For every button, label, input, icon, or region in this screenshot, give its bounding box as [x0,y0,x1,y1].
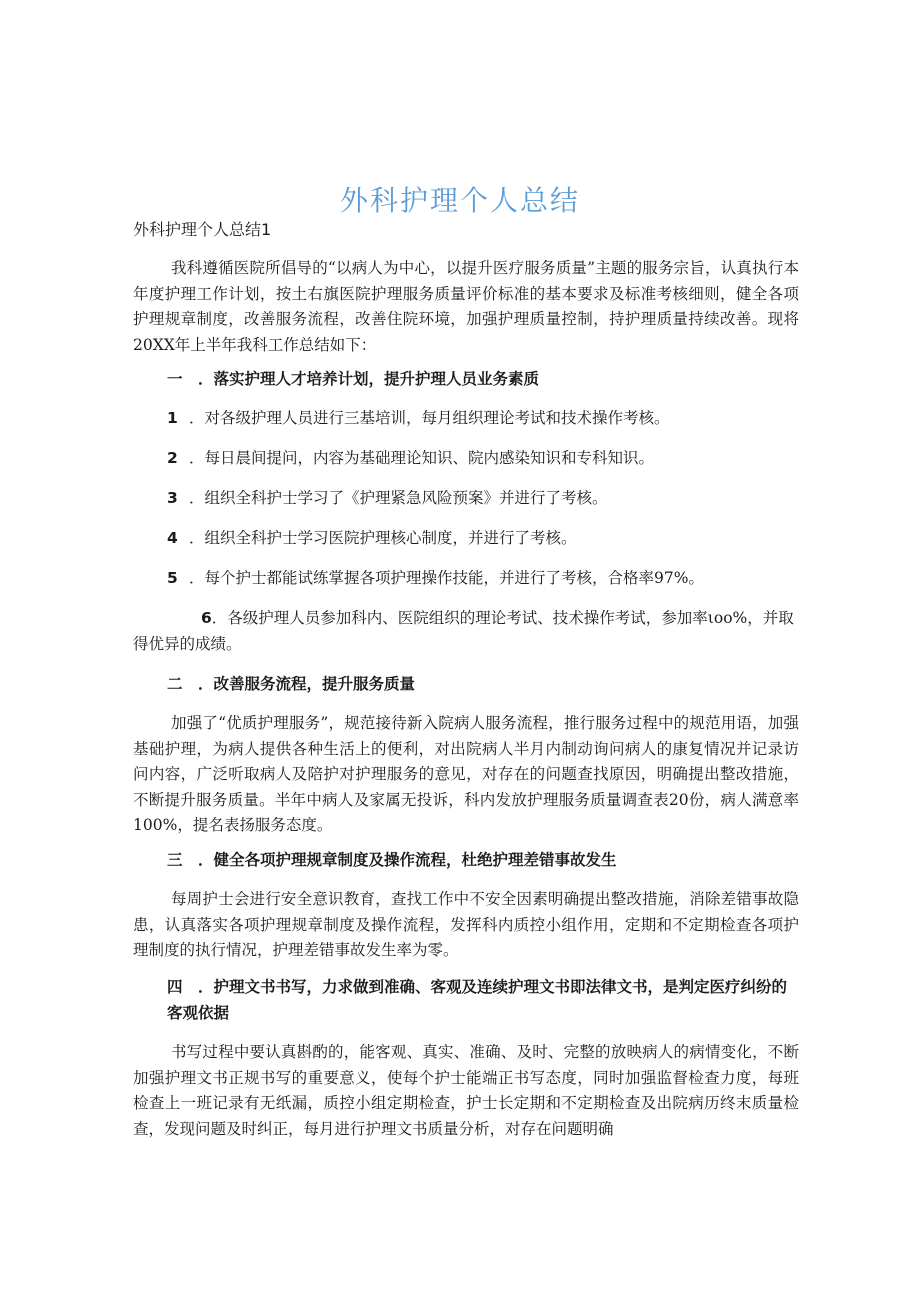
section4-body: 书写过程中要认真斟酌的，能客观、真实、准确、及时、完整的放映病人的病情变化，不断加强护理文书正规书写的重要意义，使每个护士能端正书写态度，同时加强监督检查力度，每班检查上一班记录有无纸漏，质控小组定期检查，护士长定期和不定期检查及出院病历终末质量检查，发现问题及时纠正，每月进行护理文书质量分析，对存在问题明确 [133,1043,799,1138]
document-title: 外科护理个人总结 [339,183,580,217]
item-number: 5 [167,569,178,587]
item-number: 3 [167,489,178,507]
section4-heading: 四 ．护理文书书写，力求做到准确、客观及连续护理文书即法律文书，是判定医疗纠纷的客观依据 [167,978,788,1022]
section1-item-5 [167,566,799,592]
section1-item-3 [167,486,799,512]
item-number: 1 [167,409,178,427]
item-text: ．对各级护理人员进行三基培训，每月组织理论考试和技术操作考核。 [189,409,670,427]
section3-body: 每周护士会进行安全意识教育，查找工作中不安全因素明确提出整改措施，消除差错事故隐患，认真落实各项护理规章制度及操作流程，发挥科内质控小组作用，定期和不定期检查各项护理制度的执行情况，护理差错事故发生率为零。 [133,890,799,959]
item-text: ．各级护理人员参加科内、医院组织的理论考试、技术操作考试，参加率ιoo%，并取得优异的成绩。 [133,609,794,653]
item-text: ．组织全科护士学习医院护理核心制度，并进行了考核。 [189,529,577,547]
item-text: ．每日晨间提问，内容为基础理论知识、院内感染知识和专科知识。 [189,449,655,467]
item-text: ．组织全科护士学习了《护理紧急风险预案》并进行了考核。 [189,489,608,507]
item-number: 6 [201,609,212,627]
section1-item-1 [167,406,799,432]
section3-heading: 三 ．健全各项护理规章制度及操作流程，杜绝护理差错事故发生 [167,851,617,869]
section1-item-4 [167,526,799,552]
item-number: 2 [167,449,178,467]
document-subtitle: 外科护理个人总结1 [133,220,272,239]
section1-item-2 [167,446,799,472]
section2-body: 加强了“优质护理服务”，规范接待新入院病人服务流程，推行服务过程中的规范用语，加强基础护理，为病人提供各种生活上的便利，对出院病人半月内制动询问病人的康复情况并记录访问内容，广泛听取病人及陪护对护理服务的意见，对存在的问题查找原因，明确提出整改措施，不断提升服务质量。半年中病人及家属无投诉，科内发放护理服务质量调查表20份，病人满意率100%，提名表扬服务态度。 [133,714,799,834]
item-text: ．每个护士都能试练掌握各项护理操作技能，并进行了考核，合格率97%。 [189,569,704,587]
intro-paragraph: 我科遵循医院所倡导的“以病人为中心，以提升医疗服务质量”主题的服务宗旨，认真执行本年度护理工作计划，按土右旗医院护理服务质量评价标准的基本要求及标准考核细则，健全各项护理规章制度，改善服务流程，改善住院环境，加强护理质量控制，持护理质量持续改善。现将20XX年上半年我科工作总结如下： [133,259,799,354]
section1-item-6 [133,606,799,657]
section2-heading: 二 ．改善服务流程，提升服务质量 [167,675,416,693]
item-number: 4 [167,529,178,547]
section1-heading: 一 ．落实护理人才培养计划，提升护理人员业务素质 [167,370,540,388]
